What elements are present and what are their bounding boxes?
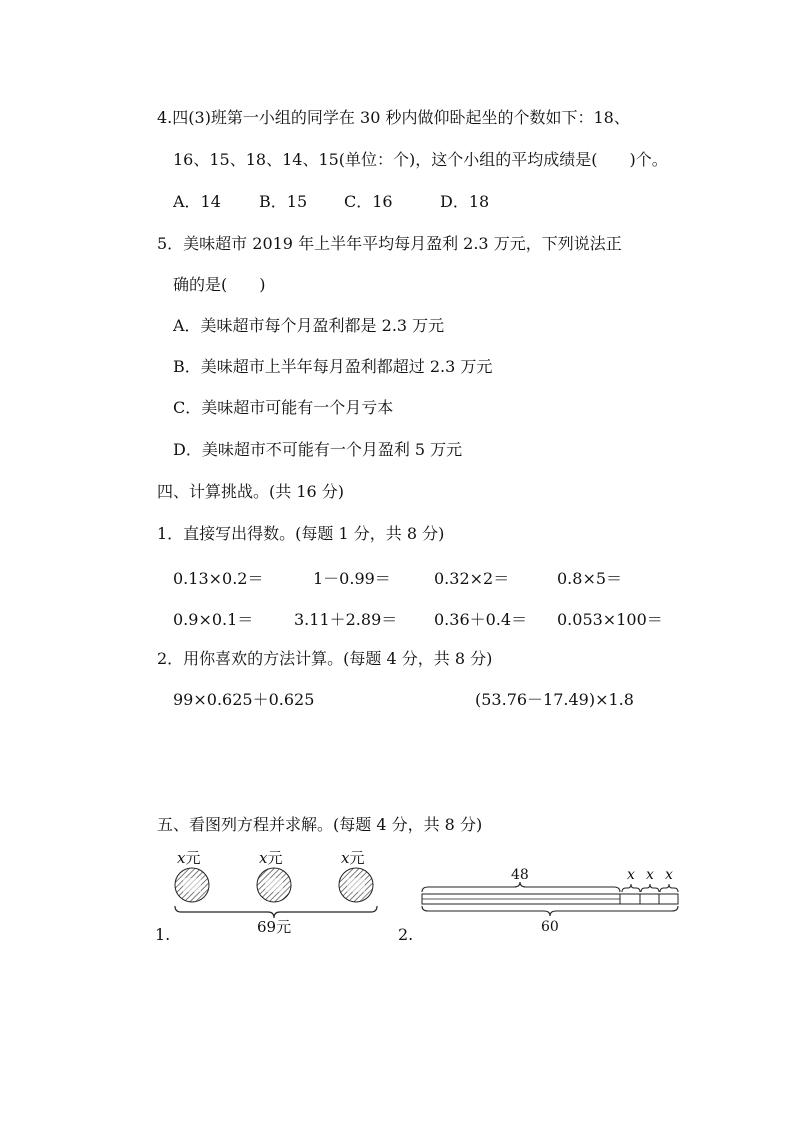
q5-line2: 确的是( ) [173, 275, 266, 294]
math-item: 0.053×100＝ [557, 610, 663, 629]
math-item: 0.32×2＝ [434, 569, 510, 588]
ball-1 [175, 868, 209, 902]
figure-2-x-label-3: x [665, 867, 673, 883]
mental-math-row1 [0, 566, 793, 588]
figure-2-top-value: 48 [511, 867, 529, 883]
math-item: 0.13×0.2＝ [173, 569, 264, 588]
math-item: 0.9×0.1＝ [173, 610, 254, 629]
q5-option-a: A．美味超市每个月盈利都是 2.3 万元 [173, 316, 445, 335]
section5-title: 五、看图列方程并求解。(每题 4 分，共 8 分) [157, 815, 483, 834]
figure-2-bottom-value: 60 [541, 919, 559, 935]
figure-2 [415, 867, 685, 940]
brace-x-1 [622, 884, 640, 892]
ball-2 [257, 868, 291, 902]
brace-x-2 [641, 884, 659, 892]
q5-option-b: B．美味超市上半年每月盈利都超过 2.3 万元 [173, 357, 493, 376]
figure-1-total: 69元 [257, 918, 292, 936]
q5-line1: 5．美味超市 2019 年上半年平均每月盈利 2.3 万元，下列说法正 [157, 234, 622, 253]
q5-option-d: D．美味超市不可能有一个月盈利 5 万元 [173, 440, 463, 459]
q4-line1: 4.四(3)班第一小组的同学在 30 秒内做仰卧起坐的个数如下：18、 [157, 108, 630, 127]
figure-2-number: 2. [398, 925, 414, 944]
brace-bottom-60 [422, 906, 678, 916]
calc-expression-1: 99×0.625＋0.625 [173, 690, 315, 709]
figure-1 [150, 845, 390, 945]
ball-3 [339, 868, 373, 902]
q4-line2: 16、15、18、14、15(单位：个)，这个小组的平均成绩是( )个。 [173, 150, 668, 169]
q5-option-c: C．美味超市可能有一个月亏本 [173, 398, 394, 417]
mental-math-row2 [0, 607, 793, 629]
q4-option-b: B．15 [259, 192, 308, 211]
q4-option-a: A．14 [173, 192, 221, 211]
brace-x-3 [660, 884, 678, 892]
q4-option-d: D．18 [440, 192, 490, 211]
q4-option-c: C．16 [344, 192, 393, 211]
ball-price-label-2: x元 [259, 849, 283, 867]
math-item: 3.11＋2.89＝ [294, 610, 398, 629]
ball-price-label-3: x元 [341, 849, 365, 867]
ball-price-label-1: x元 [177, 849, 201, 867]
math-item: 0.8×5＝ [557, 569, 623, 588]
figure-1-number: 1. [155, 925, 171, 944]
figure-2-x-label-2: x [646, 867, 654, 883]
q4-options [173, 192, 489, 212]
math-item: 1－0.99＝ [313, 569, 391, 588]
figure-2-x-label-1: x [627, 867, 635, 883]
section4-part1-title: 1．直接写出得数。(每题 1 分，共 8 分) [157, 524, 445, 543]
calc-expression-2: (53.76－17.49)×1.8 [475, 690, 634, 709]
math-item: 0.36＋0.4＝ [434, 610, 528, 629]
section4-title: 四、计算挑战。(共 16 分) [157, 482, 345, 501]
section4-part2-title: 2．用你喜欢的方法计算。(每题 4 分，共 8 分) [157, 649, 493, 668]
